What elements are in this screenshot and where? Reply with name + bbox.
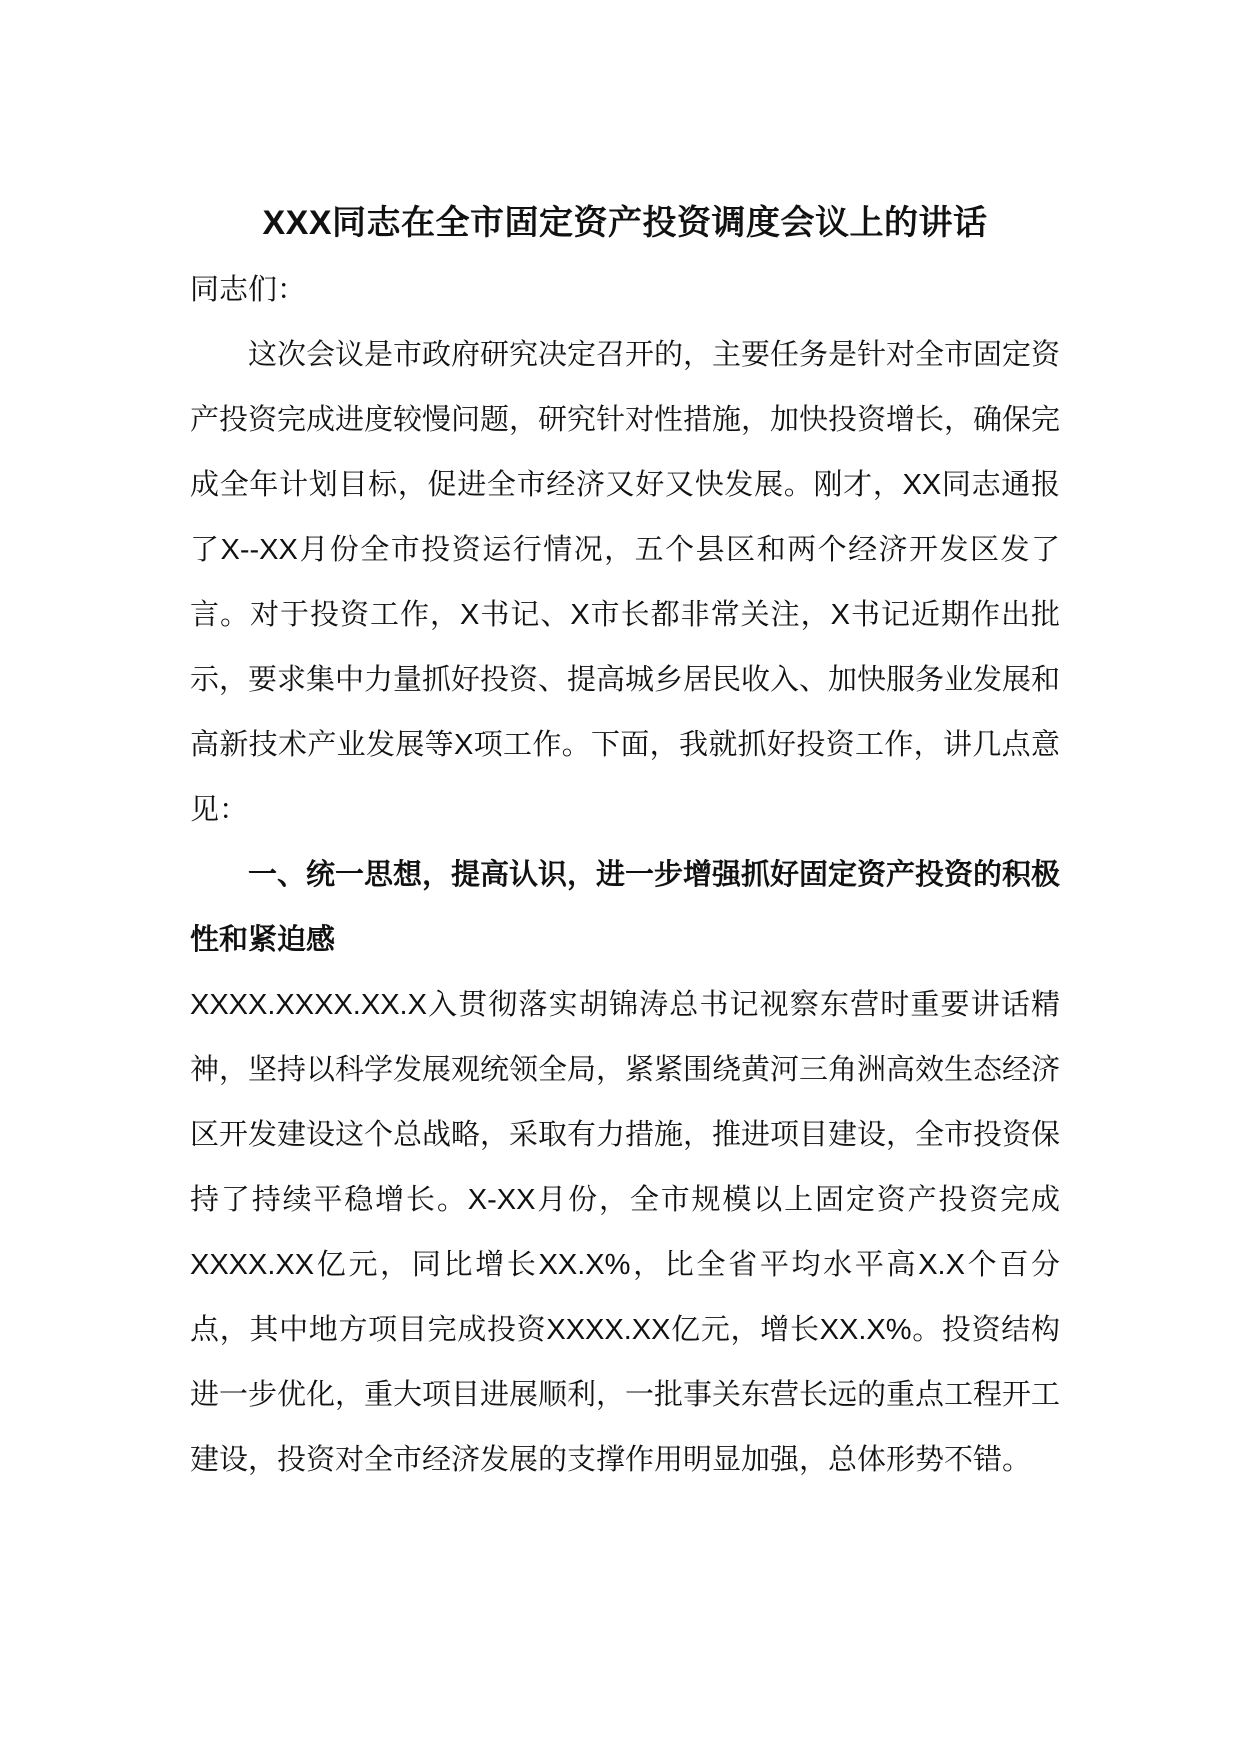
salutation: 同志们： bbox=[190, 274, 307, 306]
section-heading-1: 一、统一思想，提高认识，进一步增强抓好固定资产投资的积极性和紧迫感 bbox=[190, 859, 1061, 956]
intro-paragraph: 这次会议是市政府研究决定召开的，主要任务是针对全市固定资产投资完成进度较慢问题，研究针对性措施，加快投资增长，确保完成全年计划目标，促进全市经济又好又快发展。刚才，XX同志通报了X--XX月份全市投资运行情况，五个县区和两个经济开发区发了言。对于投资工作，X书记、X市长都非常关注，X书记近期作出批示，要求集中力量抓好投资、提高城乡居民收入、加快服务业发展和高新技术产业发展等X项工作。下面，我就抓好投资工作，讲几点意见： bbox=[190, 339, 1061, 826]
section-1-paragraph: XXXX.XXXX.XX.X入贯彻落实胡锦涛总书记视察东营时重要讲话精神，坚持以科学发展观统领全局，紧紧围绕黄河三角洲高效生态经济区开发建设这个总战略，采取有力措施，推进项目建设，全市投资保持了持续平稳增长。X-XX月份，全市规模以上固定资产投资完成XXXX.XX亿元，同比增长XX.X%，比全省平均水平高X.X个百分点，其中地方项目完成投资XXXX.XX亿元，增长XX.X%。投资结构进一步优化，重大项目进展顺利，一批事关东营长远的重点工程开工建设，投资对全市经济发展的支撑作用明显加强，总体形势不错。 bbox=[190, 989, 1061, 1476]
document-title: XXX同志在全市固定资产投资调度会议上的讲话 bbox=[262, 204, 988, 242]
document-page bbox=[190, 198, 1060, 1493]
